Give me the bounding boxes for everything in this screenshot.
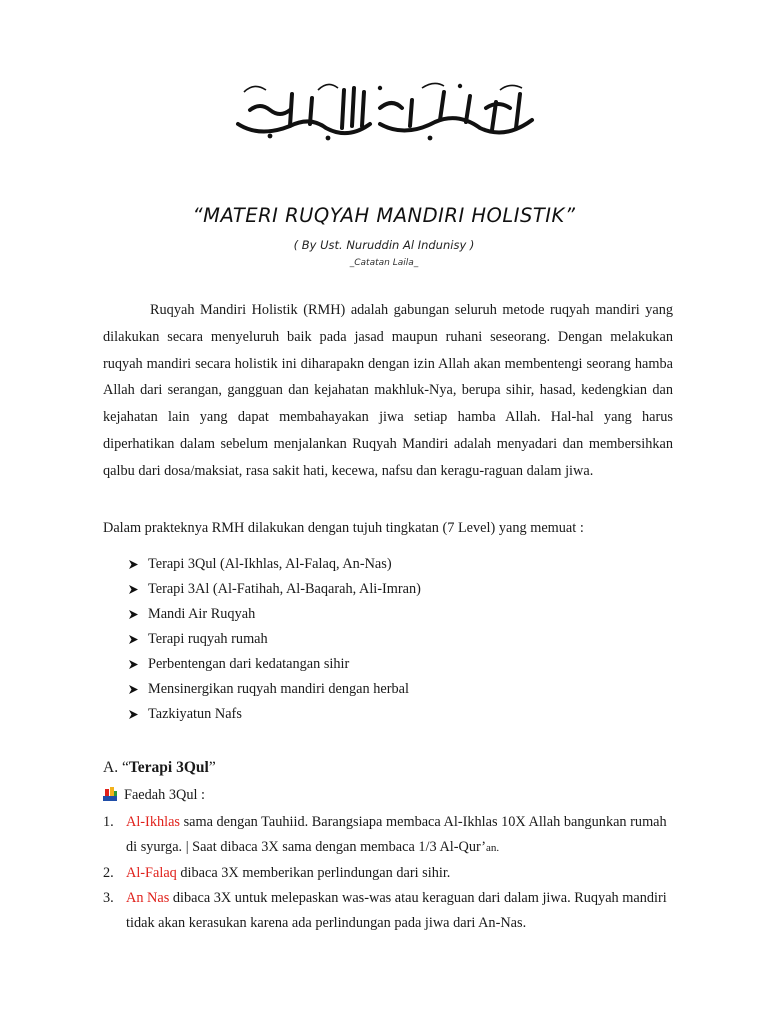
colored-bullet-icon <box>103 787 117 801</box>
levels-list <box>128 554 421 729</box>
list-item: 3. An Nas dibaca 3X untuk melepaskan was-was atau keraguan dari dalam jiwa. Ruqyah mandiri tidak akan kerasukan karena ada perlindungan pada jiwa dari An-Nas. <box>103 890 667 931</box>
list-item: Tazkiyatun Nafs <box>128 704 421 729</box>
arrow-bullet-icon <box>128 709 139 720</box>
list-item: Terapi ruqyah rumah <box>128 629 421 654</box>
section-title: Terapi 3Qul <box>128 759 209 776</box>
surah-name: Al-Falaq <box>126 865 177 881</box>
surah-name: An Nas <box>126 890 170 906</box>
document-author: ( By Ust. Nuruddin Al Indunisy ) <box>293 238 475 252</box>
list-item: Mensinergikan ruqyah mandiri dengan herbal <box>128 679 421 704</box>
list-item: Mandi Air Ruqyah <box>128 604 421 629</box>
section-letter: A. <box>103 759 119 776</box>
arrow-bullet-icon <box>128 559 139 570</box>
levels-intro: Dalam prakteknya RMH dilakukan dengan tujuh tingkatan (7 Level) yang memuat : <box>103 520 584 536</box>
section-a-heading: A. “Terapi 3Qul” <box>103 759 216 776</box>
list-item: 1. Al-Ikhlas sama dengan Tauhiid. Barangsiapa membaca Al-Ikhlas 10X Allah bangunkan rumah di syurga. | Saat dibaca 3X sama dengan membaca 1/3 Al-Qur’an. <box>103 814 667 855</box>
document-note: _Catatan Laila_ <box>349 258 419 268</box>
faedah-label-row: Faedah 3Qul : <box>103 785 205 805</box>
benefits-list <box>103 810 675 936</box>
arrow-bullet-icon <box>128 684 139 695</box>
surah-name: Al-Ikhlas <box>126 814 180 830</box>
arrow-bullet-icon <box>128 634 139 645</box>
document-title: “MATERI RUQYAH MANDIRI HOLISTIK” <box>192 204 576 227</box>
bismillah-calligraphy <box>230 80 540 142</box>
list-item: Terapi 3Qul (Al-Ikhlas, Al-Falaq, An-Nas) <box>128 554 421 579</box>
arrow-bullet-icon <box>128 609 139 620</box>
list-item: Perbentengan dari kedatangan sihir <box>128 654 421 679</box>
list-item: Terapi 3Al (Al-Fatihah, Al-Baqarah, Ali-Imran) <box>128 579 421 604</box>
list-item: 2. Al-Falaq dibaca 3X memberikan perlindungan dari sihir. <box>103 865 451 881</box>
intro-paragraph: Ruqyah Mandiri Holistik (RMH) adalah gabungan seluruh metode ruqyah mandiri yang dilakukan secara menyeluruh baik pada jasad maupun ruhani seseorang. Dengan melakukan ruqyah mandiri secara holistik ini diharapakn dengan izin Allah akan membentengi seorang hamba Allah dari serangan, gangguan dan kejahatan makhluk-Nya, berupa sihir, hasad, kedengkian dan kejahatan lain yang dapat membahayakan jiwa setiap hamba Allah. Hal-hal yang harus diperhatikan dalam sebelum menjalankan Ruqyah Mandiri adalah menyadari dan membersihkan qalbu dari dosa/maksiat, rasa sakit hati, kecewa, nafsu dan keragu-raguan dalam jiwa. <box>103 302 673 479</box>
arrow-bullet-icon <box>128 584 139 595</box>
arrow-bullet-icon <box>128 659 139 670</box>
